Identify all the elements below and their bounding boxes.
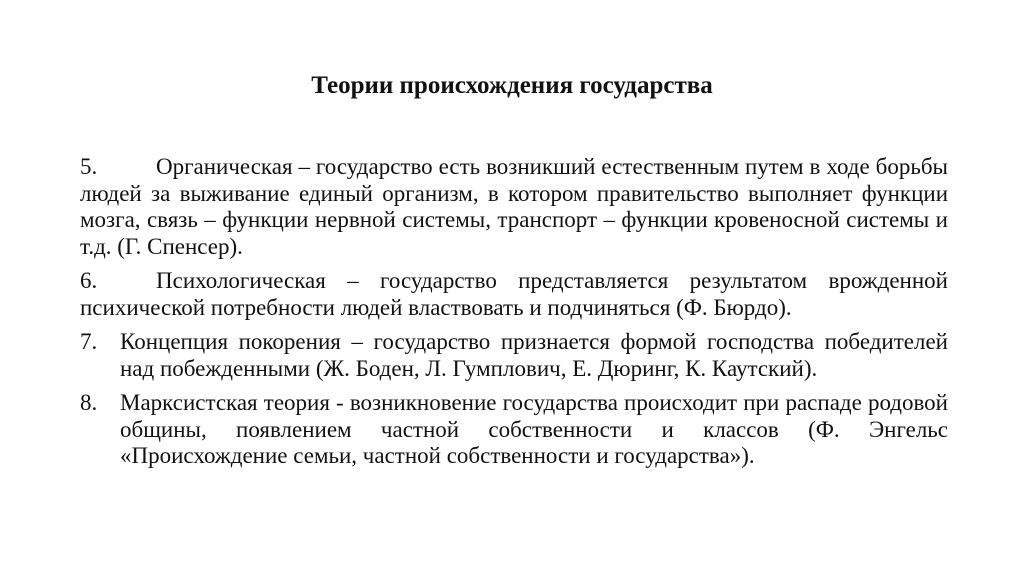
item-text: Марксистская теория - возникновение государства происходит при распаде родовой общины, появлением частной собственности и классов (Ф. Энгельс «Происхождение семьи, частной собственности и государства»).: [120, 390, 948, 468]
item-number: 6.: [80, 268, 98, 293]
list-item-6: [80, 268, 948, 321]
item-number: 7.: [80, 329, 98, 354]
item-text: Концепция покорения – государство признается формой господства победителей над побежденными (Ж. Боден, Л. Гумплович, Е. Дюринг, К. Каутский).: [120, 329, 948, 381]
item-text: Органическая – государство есть возникший естественным путем в ходе борьбы людей за выживание единый организм, в котором правительство выполняет функции мозга, связь – функции нервной системы, транспорт – функции кровеносной системы и т.д. (Г. Спенсер).: [80, 154, 948, 259]
list-item-7: [80, 329, 948, 382]
item-text: Психологическая – государство представляется результатом врожденной психической потребности людей властвовать и подчиняться (Ф. Бюрдо).: [80, 268, 948, 320]
list-item-8: [80, 390, 948, 470]
item-number: 5.: [80, 154, 98, 179]
theories-list: [80, 154, 948, 478]
list-item-5: [80, 154, 948, 260]
slide-title: Теории происхождения государства: [311, 72, 713, 99]
item-number: 8.: [80, 390, 98, 415]
